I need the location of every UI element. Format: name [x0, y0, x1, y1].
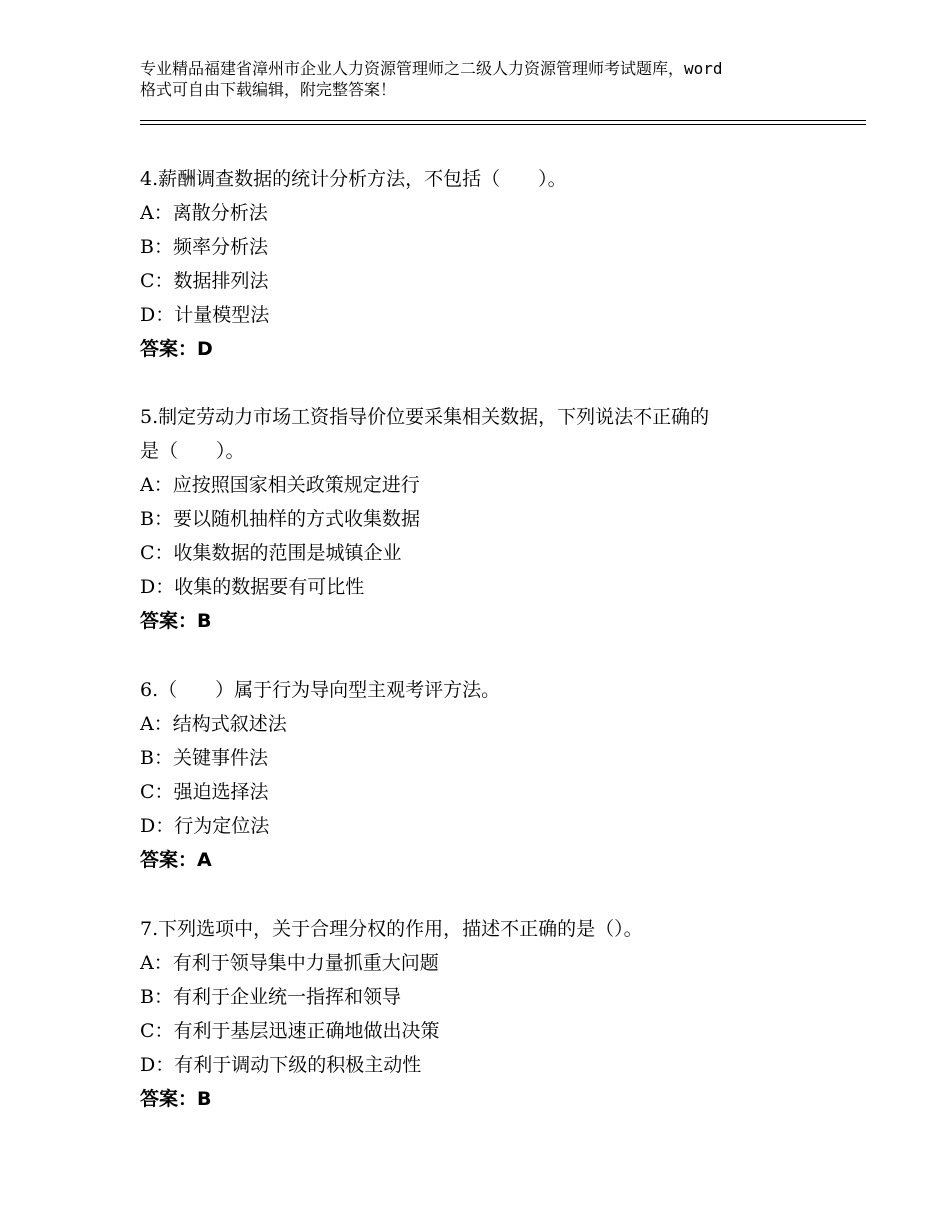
document-header [140, 58, 840, 100]
option-b: B：要以随机抽样的方式收集数据 [140, 508, 420, 530]
answer: 答案：B [140, 1088, 212, 1110]
header-line-2: 格式可自由下载编辑，附完整答案！ [140, 80, 397, 99]
option-d: D：收集的数据要有可比性 [140, 576, 365, 598]
question-stem: 6.（ ）属于行为导向型主观考评方法。 [140, 679, 501, 701]
header-line-1: 专业精品福建省漳州市企业人力资源管理师之二级人力资源管理师考试题库，word [140, 59, 723, 78]
question-stem-continued: 是（ ）。 [140, 440, 245, 462]
question-stem: 7.下列选项中，关于合理分权的作用，描述不正确的是（）。 [140, 918, 643, 940]
header-divider-bottom [140, 124, 866, 125]
question-stem: 4.薪酬调查数据的统计分析方法，不包括（ ）。 [140, 168, 567, 190]
option-c: C：收集数据的范围是城镇企业 [140, 542, 402, 564]
option-b: B：关键事件法 [140, 747, 268, 769]
option-b: B：有利于企业统一指挥和领导 [140, 986, 401, 1008]
question-5 [140, 400, 820, 638]
option-a: A：有利于领导集中力量抓重大问题 [140, 952, 439, 974]
answer: 答案：D [140, 338, 213, 360]
option-c: C：有利于基层迅速正确地做出决策 [140, 1020, 440, 1042]
question-4 [140, 162, 820, 366]
question-7 [140, 912, 820, 1116]
question-6 [140, 673, 820, 877]
option-b: B：频率分析法 [140, 236, 268, 258]
option-a: A：应按照国家相关政策规定进行 [140, 474, 420, 496]
header-divider-top [140, 120, 866, 121]
answer: 答案：B [140, 610, 212, 632]
question-stem: 5.制定劳动力市场工资指导价位要采集相关数据，下列说法不正确的 [140, 406, 710, 428]
option-a: A：离散分析法 [140, 202, 268, 224]
option-c: C：强迫选择法 [140, 781, 269, 803]
option-d: D：计量模型法 [140, 304, 270, 326]
option-a: A：结构式叙述法 [140, 713, 287, 735]
option-d: D：行为定位法 [140, 815, 270, 837]
option-d: D：有利于调动下级的积极主动性 [140, 1054, 422, 1076]
option-c: C：数据排列法 [140, 270, 269, 292]
answer: 答案：A [140, 849, 212, 871]
